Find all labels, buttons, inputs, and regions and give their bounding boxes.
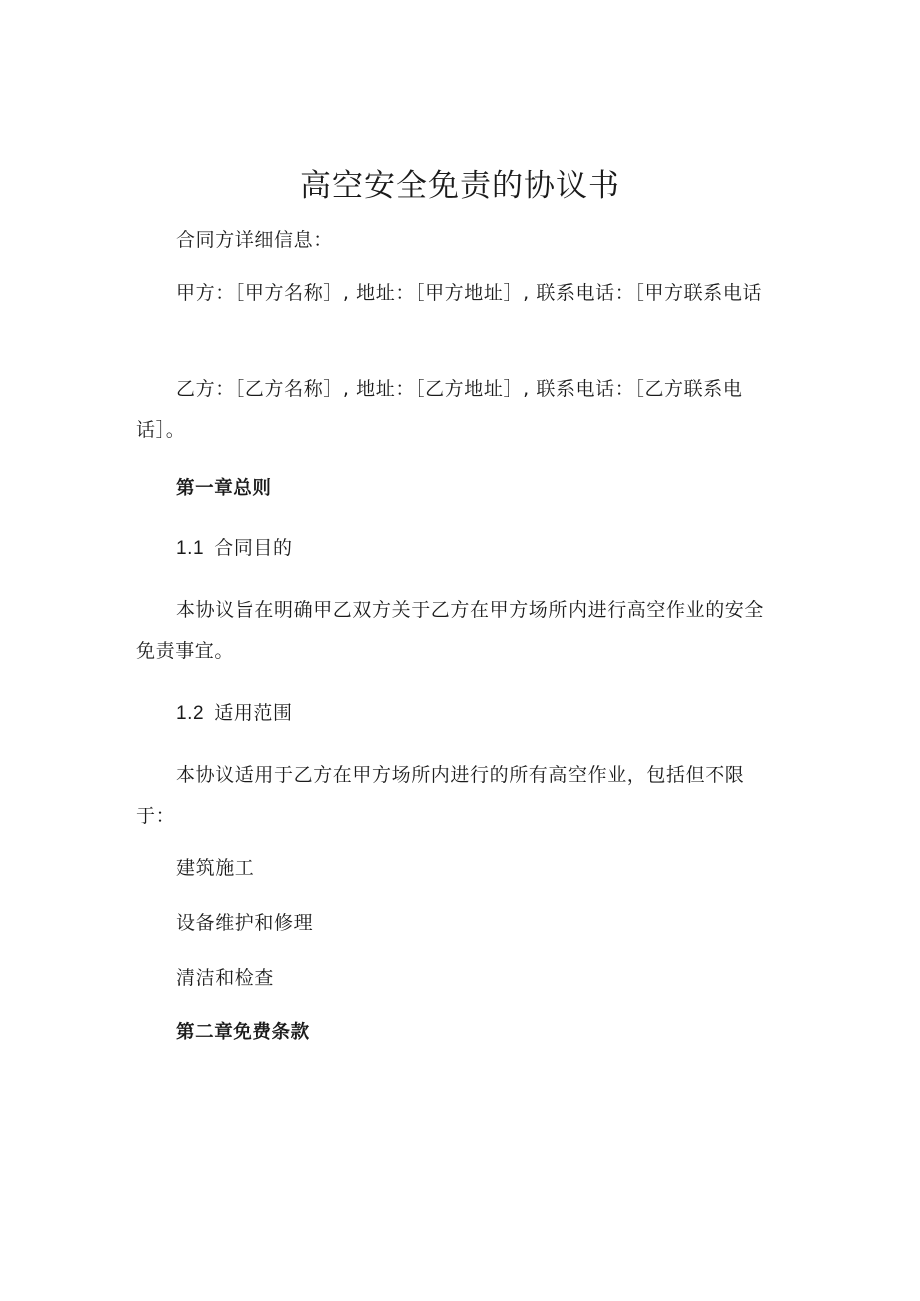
section-1-2-label: 适用范围 xyxy=(214,702,293,724)
parties-intro: 合同方详细信息： xyxy=(176,229,333,251)
section-1-1-heading xyxy=(176,533,293,564)
chapter-1-heading: 第一章总则 xyxy=(176,478,272,499)
section-1-2-number: 1.2 xyxy=(176,703,205,724)
chapter-2-heading: 第二章免费条款 xyxy=(176,1022,310,1043)
scope-item: 清洁和检查 xyxy=(176,967,275,989)
document-title: 高空安全免责的协议书 xyxy=(300,168,620,204)
party-a-info: 甲方：［甲方名称］, 地址：［甲方地址］, 联系电话：［甲方联系电话 xyxy=(176,282,763,304)
scope-item: 建筑施工 xyxy=(176,857,255,879)
section-1-1-text: 本协议旨在明确甲乙双方关于乙方在甲方场所内进行高空作业的安全免责事宜。 xyxy=(136,599,765,662)
scope-item: 设备维护和修理 xyxy=(176,912,314,934)
section-1-1-label: 合同目的 xyxy=(214,537,293,559)
section-1-2-text: 本协议适用于乙方在甲方场所内进行的所有高空作业，包括但不限于： xyxy=(136,764,745,827)
section-1-1-number: 1.1 xyxy=(176,538,205,559)
party-b-info: 乙方：［乙方名称］, 地址：［乙方地址］, 联系电话：［乙方联系电话］。 xyxy=(136,378,743,441)
section-1-2-heading xyxy=(176,698,293,729)
